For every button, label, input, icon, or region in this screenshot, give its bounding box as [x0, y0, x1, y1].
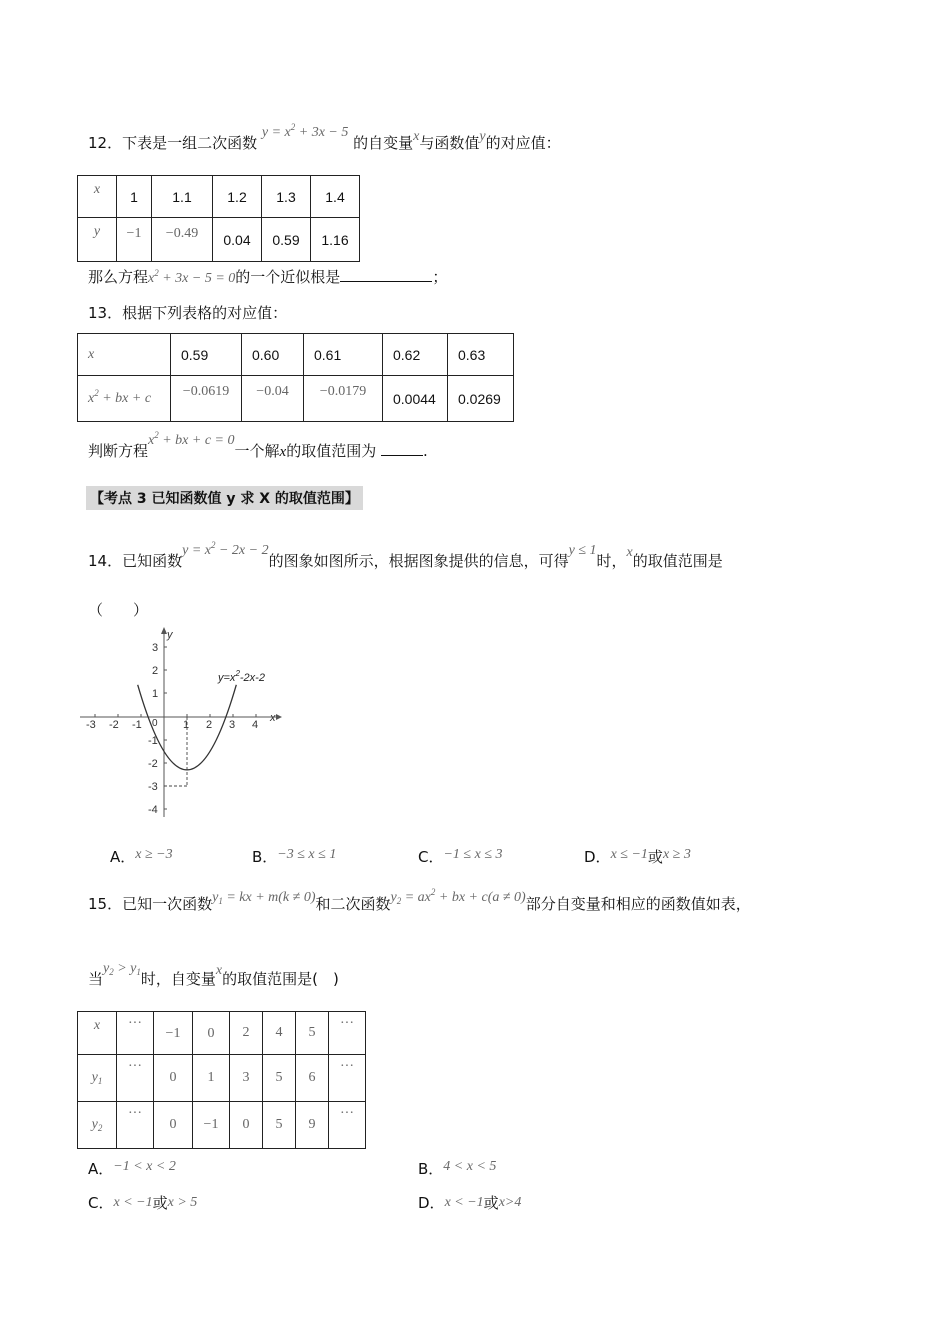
- x-tick-label: 1: [183, 719, 190, 731]
- y-tick-label: 3: [152, 642, 159, 654]
- x-tick-label: -3: [86, 719, 96, 731]
- q14-function: $y = x^2 - 2x - 2$: [182, 540, 269, 558]
- x-tick-label: 2: [206, 719, 213, 731]
- y-tick-label: 1: [152, 688, 159, 700]
- q14-option-d[interactable]: D．x ≤ −1或x ≥ 3: [584, 847, 691, 866]
- q15-condition-line: 当$y_2 > y_1$时，自变量x的取值范围是( ): [88, 961, 339, 988]
- q15-quadratic-function: $y_2 = ax^2$ + bx + c(a ≠ 0): [390, 887, 526, 906]
- q13-equation: $x^2$ + bx + c = 0: [148, 430, 235, 448]
- y-tick-label: -2: [148, 758, 158, 770]
- q15-option-b[interactable]: B．4 < x < 5: [418, 1159, 497, 1178]
- curve-label: $y=x^2-2x-2$: [218, 669, 265, 684]
- q12-stem: 12．下表是一组二次函数 $y = x^2 + 3x - 5$ 的自变量x与函数值y的对应值：: [88, 122, 561, 152]
- q15-stem: 15．已知一次函数$y_1$ = kx + m(k ≠ 0)和二次函数$y_2 = ax^2$ + bx + c(a ≠ 0)部分自变量和相应的函数值如表，: [88, 887, 751, 913]
- q14-stem: 14．已知函数$y = x^2 - 2x - 2$的图象如图所示，根据图象提供的信息，可得y ≤ 1时，x的取值范围是: [88, 540, 723, 570]
- q14-graph: [80, 622, 290, 822]
- q12-answer-line: 那么方程$x^2 + 3x - 5 = 0$的一个近似根是 ；: [88, 268, 448, 286]
- x-tick-label: -2: [109, 719, 119, 731]
- section-heading: 【考点 3 已知函数值 y 求 X 的取值范围】: [86, 486, 363, 510]
- q12-answer-blank[interactable]: [340, 281, 432, 282]
- y-tick-label: 2: [152, 665, 159, 677]
- q13-stem: 13．根据下列表格的对应值：: [88, 304, 288, 322]
- q14-answer-paren[interactable]: （ ）: [88, 601, 149, 619]
- y-tick-label: -3: [148, 781, 158, 793]
- q15-option-a[interactable]: A．−1 < x < 2: [88, 1159, 176, 1178]
- q15-table: x ··· −1 0 2 4 5 ··· $y_1$ ··· 0 1 3 5 6 ··· $y_2$ ··· 0 −1 0 5 9 ···: [77, 1011, 366, 1149]
- q14-option-c[interactable]: C．−1 ≤ x ≤ 3: [418, 847, 503, 866]
- q13-head-expression: $x^2$ + bx + c: [78, 376, 171, 422]
- origin-label: 0: [152, 718, 158, 729]
- x-tick-label: -1: [132, 719, 142, 731]
- q15-linear-function: $y_1$ = kx + m(k ≠ 0): [212, 890, 316, 906]
- q13-answer-line: 判断方程$x^2$ + bx + c = 0一个解x的取值范围为 .: [88, 430, 428, 460]
- q14-option-b[interactable]: B．−3 ≤ x ≤ 1: [252, 847, 337, 866]
- q15-option-d[interactable]: D．x < −1或x>4: [418, 1194, 522, 1212]
- q12-function: $y = x^2 + 3x - 5$: [261, 122, 349, 140]
- q15-head-y1: $y_1$: [78, 1055, 117, 1102]
- x-tick-label: 3: [229, 719, 236, 731]
- q15-option-c[interactable]: C．x < −1或x > 5: [88, 1194, 198, 1212]
- q15-condition: $y_2 > y_1$: [103, 961, 141, 977]
- y-tick-label: -4: [148, 804, 158, 816]
- y-tick-label: -1: [148, 735, 158, 747]
- x-axis-label: x: [270, 712, 276, 724]
- q14-option-a[interactable]: A．x ≥ −3: [110, 847, 173, 866]
- y-axis-label: y: [167, 629, 173, 641]
- q12-equation: $x^2 + 3x - 5 = 0$: [148, 268, 236, 286]
- q13-answer-blank[interactable]: [381, 455, 423, 456]
- x-axis-arrow-icon: [276, 714, 282, 720]
- x-tick-label: 4: [252, 719, 259, 731]
- q13-table: x 0.59 0.60 0.61 0.62 0.63 $x^2$ + bx + c −0.0619 −0.04 −0.0179 0.0044 0.0269: [77, 333, 514, 422]
- q12-table: x 1 1.1 1.2 1.3 1.4 y −1 −0.49 0.04 0.59 1.16: [77, 175, 360, 262]
- q15-head-y2: $y_2$: [78, 1102, 117, 1149]
